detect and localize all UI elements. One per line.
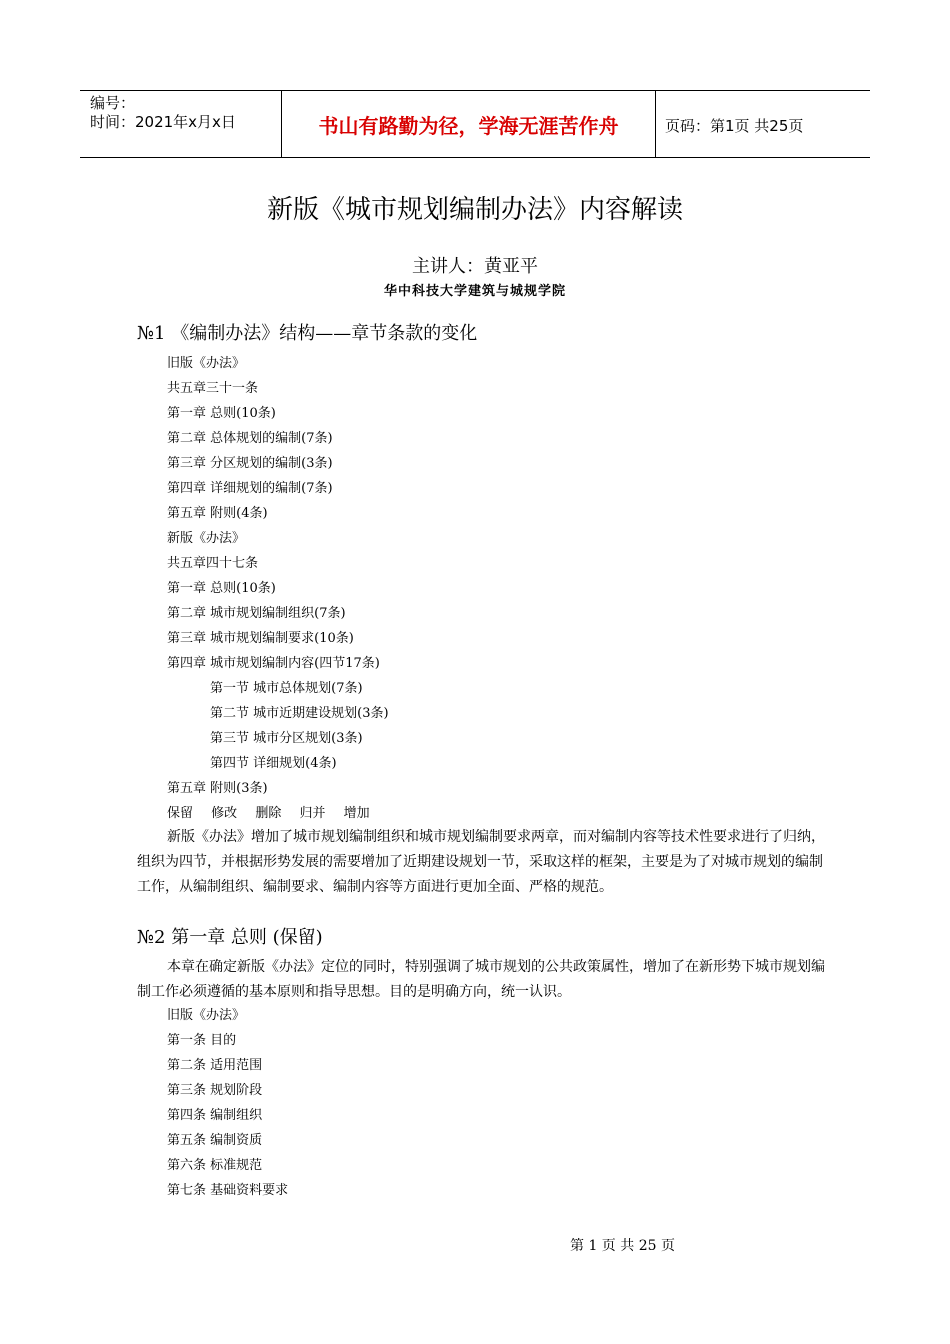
new-version-title: 新版《办法》 (167, 531, 246, 546)
old-line: 共五章三十一条 (167, 381, 259, 396)
article-line: 第六条 标准规范 (167, 1158, 263, 1173)
section2-heading: №2 第一章 总则 (保留) (137, 927, 323, 948)
article-line: 第二条 适用范围 (167, 1058, 263, 1073)
new-line: 第二章 城市规划编制组织(7条) (167, 606, 346, 621)
new-line: 第四章 城市规划编制内容(四节17条) (167, 656, 380, 671)
old-line: 第三章 分区规划的编制(3条) (167, 456, 333, 471)
old-line: 第四章 详细规划的编制(7条) (167, 481, 333, 496)
article-line: 第四条 编制组织 (167, 1108, 263, 1123)
new-line: 第一章 总则(10条) (167, 581, 276, 596)
header-left-cell (90, 94, 236, 132)
affiliation-line: 华中科技大学建筑与城规学院 (383, 284, 566, 299)
header-divider-right (655, 90, 656, 158)
speaker-line: 主讲人：黄亚平 (412, 256, 538, 277)
page-footer: 第 1 页 共 25 页 (570, 1238, 675, 1254)
header-bottom-rule (80, 157, 870, 158)
new-section-line: 第一节 城市总体规划(7条) (210, 681, 363, 696)
section2-paragraph: 本章在确定新版《办法》定位的同时，特别强调了城市规划的公共政策属性，增加了在新形势下城市规划编制工作必须遵循的基本原则和指导思想。目的是明确方向，统一认识。 (137, 959, 825, 1000)
header-motto: 书山有路勤为径，学海无涯苦作舟 (318, 114, 619, 138)
legend-add: 增加 (343, 806, 370, 821)
new-section-line: 第二节 城市近期建设规划(3条) (210, 706, 389, 721)
section1-heading: №1 《编制办法》结构——章节条款的变化 (137, 323, 478, 344)
header-page-info: 页码：第1页 共25页 (665, 117, 804, 135)
article-line: 第三条 规划阶段 (167, 1083, 263, 1098)
old-line: 第二章 总体规划的编制(7条) (167, 431, 333, 446)
new-line: 共五章四十七条 (167, 556, 259, 571)
old-line: 第一章 总则(10条) (167, 406, 276, 421)
legend-modify: 修改 (211, 806, 238, 821)
new-line: 第五章 附则(3条) (167, 781, 268, 796)
document-title: 新版《城市规划编制办法》内容解读 (266, 195, 683, 225)
article-line: 第一条 目的 (167, 1033, 237, 1048)
header-top-rule (80, 90, 870, 91)
legend-keep: 保留 (167, 806, 194, 821)
legend-merge: 归并 (299, 806, 326, 821)
number-label: 编号： (90, 94, 136, 112)
legend-delete: 删除 (255, 806, 282, 821)
section1-paragraph: 新版《办法》增加了城市规划编制组织和城市规划编制要求两章，而对编制内容等技术性要求进行了归纳，组织为四节，并根据形势发展的需要增加了近期建设规划一节，采取这样的框架，主要是为了对城市规划的编制工作，从编制组织、编制要求、编制内容等方面进行更加全面、严格的规范。 (137, 829, 825, 895)
article-line: 第五条 编制资质 (167, 1133, 263, 1148)
section2-old-title: 旧版《办法》 (167, 1008, 246, 1023)
time-text: 时间：2021年x月x日 (90, 113, 236, 131)
new-section-line: 第四节 详细规划(4条) (210, 756, 337, 771)
old-line: 第五章 附则(4条) (167, 506, 268, 521)
new-line: 第三章 城市规划编制要求(10条) (167, 631, 354, 646)
old-version-title: 旧版《办法》 (167, 356, 246, 371)
article-line: 第七条 基础资料要求 (167, 1183, 289, 1198)
legend-row (167, 804, 370, 824)
new-section-line: 第三节 城市分区规划(3条) (210, 731, 363, 746)
